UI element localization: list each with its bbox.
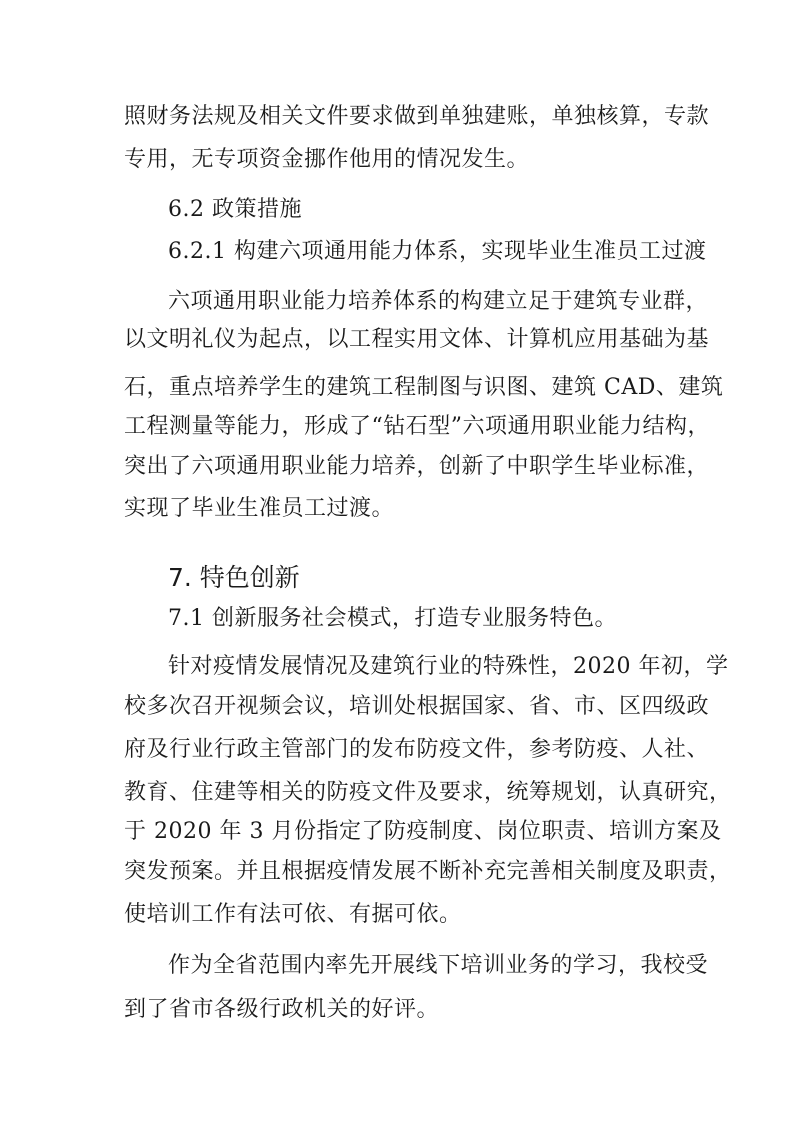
section-heading-7-1: 7.1 创新服务社会模式，打造专业服务特色。 xyxy=(168,606,617,631)
text-line: 突出了六项通用职业能力培养，创新了中职学生毕业标准， xyxy=(124,454,710,479)
text-line: 照财务法规及相关文件要求做到单独建账，单独核算，专款 xyxy=(124,104,710,129)
text-line: 工程测量等能力，形成了“钻石型”六项通用职业能力结构， xyxy=(124,414,710,439)
section-heading-6-2: 6.2 政策措施 xyxy=(168,197,302,222)
text-line: 校多次召开视频会议，培训处根据国家、省、市、区四级政 xyxy=(124,694,710,719)
text-line: 专用，无专项资金挪作他用的情况发生。 xyxy=(124,147,530,172)
text-line: 实现了毕业生准员工过渡。 xyxy=(124,496,395,521)
text-line: 到了省市各级行政机关的好评。 xyxy=(124,997,440,1022)
chapter-heading-7: 7. 特色创新 xyxy=(168,563,300,592)
text-line: 作为全省范围内率先开展线下培训业务的学习，我校受 xyxy=(168,953,709,978)
text-line: 六项通用职业能力培养体系的构建立足于建筑专业群， xyxy=(168,289,709,314)
text-line: 以文明礼仪为起点，以工程实用文体、计算机应用基础为基 xyxy=(124,327,710,352)
text-line: 突发预案。并且根据疫情发展不断补充完善相关制度及职责， xyxy=(124,859,732,884)
text-line: 于 2020 年 3 月份指定了防疫制度、岗位职责、培训方案及 xyxy=(124,819,722,844)
subsection-heading-6-2-1: 6.2.1 构建六项通用能力体系，实现毕业生准员工过渡 xyxy=(168,239,707,264)
text-line: 针对疫情发展情况及建筑行业的特殊性，2020 年初，学 xyxy=(168,654,729,679)
text-line: 石，重点培养学生的建筑工程制图与识图、建筑 CAD、建筑 xyxy=(124,375,724,400)
text-line: 教育、住建等相关的防疫文件及要求，统筹规划，认真研究， xyxy=(124,780,732,805)
text-line: 使培训工作有法可依、有据可依。 xyxy=(124,902,462,927)
text-line: 府及行业行政主管部门的发布防疫文件，参考防疫、人社、 xyxy=(124,737,710,762)
